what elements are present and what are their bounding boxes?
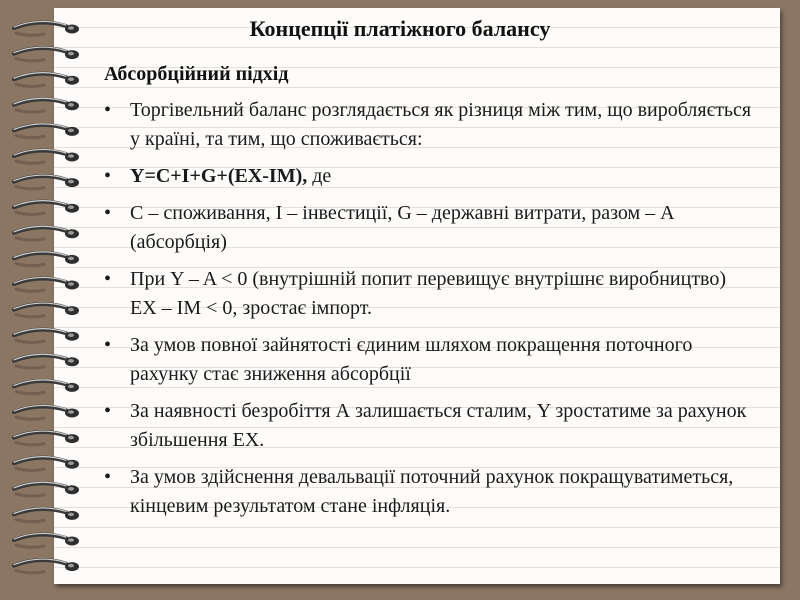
bullet-text: При Y – A < 0 (внутрішній попит перевищує внутрішнє виробництво) EX – IM < 0, зростає імпорт. (130, 268, 727, 319)
bullet-item (104, 265, 754, 323)
bullet-text: За наявності безробіття А залишається сталим, Y зростатиме за рахунок збільшення ЕХ. (130, 400, 747, 451)
bullet-marker: • (104, 99, 112, 121)
bullet-item (104, 96, 754, 154)
slide-title: Концепції платіжного балансу (249, 16, 551, 41)
bullet-marker: • (104, 466, 112, 488)
bullet-text: С – споживання, І – інвестиції, G – державні витрати, разом – А (абсорбція) (130, 202, 675, 253)
formula-text: Y=C+I+G+(EX-IM), (130, 165, 308, 187)
bullet-item (104, 463, 754, 521)
bullet-marker: • (104, 268, 112, 290)
bullet-marker: • (104, 400, 112, 422)
bullet-marker: • (104, 334, 112, 356)
bullet-text: Торгівельний баланс розглядається як різниця між тим, що виробляється у країні, та тим, що споживається: (130, 99, 752, 150)
bullet-item (104, 162, 754, 191)
bullet-item (104, 199, 754, 257)
slide-subtitle: Абсорбційний підхід (104, 63, 289, 85)
spiral-binding-icon (0, 14, 96, 584)
bullet-text: За умов повної зайнятості єдиним шляхом покращення поточного рахунку стає зниження абсорбції (130, 334, 693, 385)
bullet-list (104, 96, 754, 529)
bullet-marker: • (104, 202, 112, 224)
bullet-text: де (307, 165, 332, 187)
bullet-marker: • (104, 165, 112, 187)
bullet-item (104, 397, 754, 455)
bullet-text: За умов здійснення девальвації поточний рахунок покращуватиметься, кінцевим результатом стане інфляція. (130, 466, 734, 517)
bullet-item (104, 331, 754, 389)
